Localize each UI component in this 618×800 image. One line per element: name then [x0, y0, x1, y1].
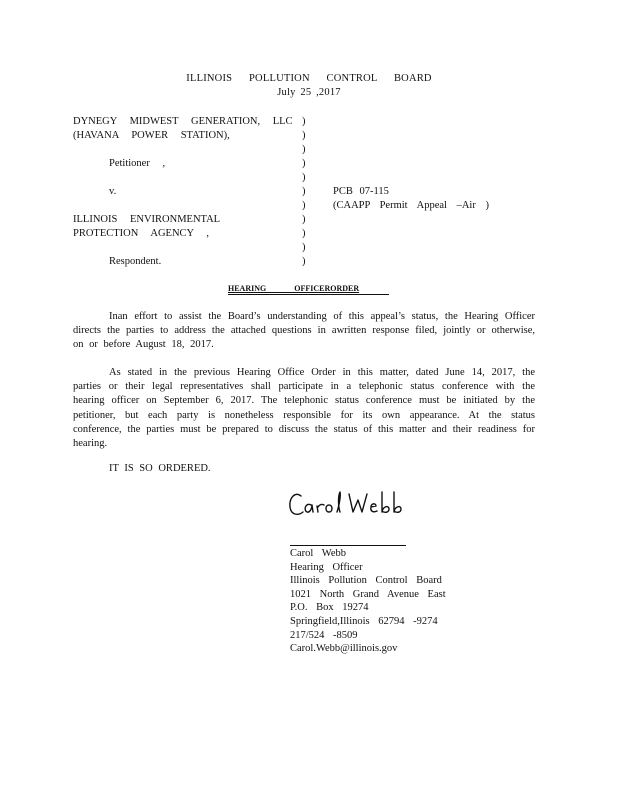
signature-line [290, 545, 406, 546]
petitioner-role: Petitioner , [109, 158, 166, 169]
petitioner-name-line-2: (HAVANA POWER STATION), [73, 130, 230, 141]
respondent-name-line-2: PROTECTION AGENCY , [73, 228, 209, 239]
order-date: July 25 ,2017 [277, 87, 341, 98]
signer-name: Carol Webb [290, 548, 346, 559]
case-type: (CAAPP Permit Appeal –Air ) [333, 200, 489, 211]
case-number: PCB 07-115 [333, 186, 389, 197]
signer-organization: Illinois Pollution Control Board [290, 575, 442, 587]
handwritten-signature [287, 488, 417, 524]
signer-po-box: P.O. Box 19274 [290, 602, 369, 614]
caption-parenthesis-column: ) ) ) ) ) ) ) ) ) ) ) [302, 116, 306, 267]
respondent-name-line-1: ILLINOIS ENVIRONMENTAL [73, 214, 221, 225]
signature-block [290, 547, 446, 656]
respondent-role: Respondent. [109, 256, 162, 267]
case-caption-left [73, 115, 293, 269]
signer-city-state-zip: Springfield,Illinois 62794 -9274 [290, 615, 438, 627]
signer-email: Carol.Webb@illinois.gov [290, 643, 398, 655]
order-paragraph-1: Inan effort to assist the Board’s understanding of this appeal’s status, the Hearing Officer directs the parties to address the attached questions in awritten response filed, jointly or otherwise, on or before August 18, 2017. [73, 311, 535, 351]
signer-title: Hearing Officer [290, 561, 363, 573]
order-title: HEARING OFFICERORDER [228, 284, 360, 293]
signer-phone: 217/524 -8509 [290, 629, 358, 641]
order-title-underline [228, 294, 389, 295]
so-ordered: IT IS SO ORDERED. [109, 463, 211, 474]
petitioner-name-line-1: DYNEGY MIDWEST GENERATION, LLC [73, 116, 293, 127]
order-paragraph-2: As stated in the previous Hearing Office Order in this matter, dated June 14, 2017, the parties or their legal representatives shall participate in a telephonic status conference with the hearing officer on September 6, 2017. The telephonic status conference must be initiated by the petitioner, but each party is nonetheless responsible for its own appearance. At the status conference, the parties must be prepared to discuss the status of this matter and their readiness for hearing. [73, 367, 535, 450]
board-heading: ILLINOIS POLLUTION CONTROL BOARD [186, 73, 432, 84]
signer-street-address: 1021 North Grand Avenue East [290, 588, 446, 600]
versus-label: v. [109, 186, 117, 197]
